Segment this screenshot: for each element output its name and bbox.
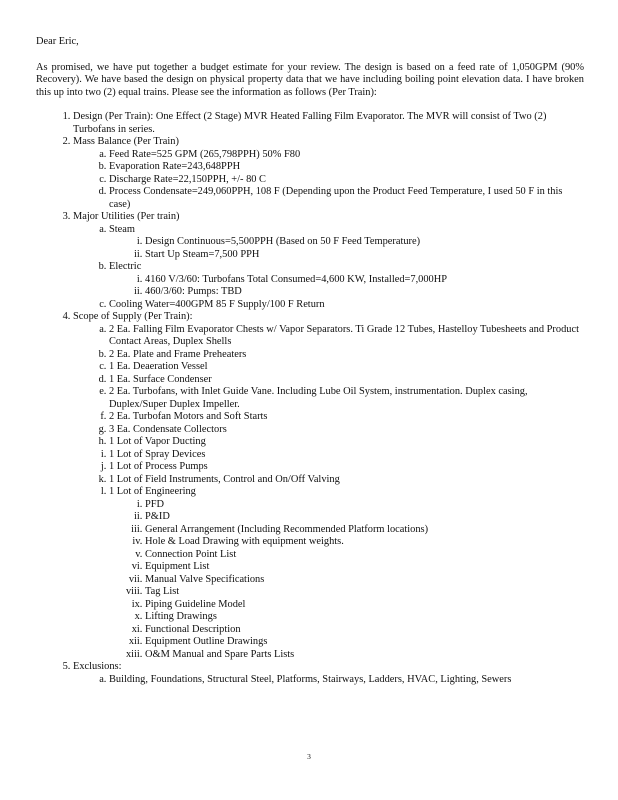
section-list bbox=[36, 111, 584, 686]
section-item bbox=[73, 211, 584, 311]
sub-list-item: ii. Start Up Steam=7,500 PPH bbox=[145, 249, 584, 262]
sub-list-item: vi. Equipment List bbox=[145, 561, 584, 574]
subsection-list bbox=[73, 149, 584, 212]
section-title: Mass Balance (Per Train) bbox=[73, 136, 179, 147]
list-item-text: Feed Rate=525 GPM (265,798PPH) 50% F80 bbox=[109, 148, 301, 160]
list-item bbox=[109, 324, 584, 349]
sub-list bbox=[109, 274, 584, 299]
list-item bbox=[109, 374, 584, 387]
sub-list bbox=[109, 236, 584, 261]
letter-body bbox=[36, 36, 584, 686]
list-item-text: 2 Ea. Turbofan Motors and Soft Starts bbox=[109, 411, 268, 422]
list-item bbox=[109, 411, 584, 424]
sub-list-item: ix. Piping Guideline Model bbox=[145, 599, 584, 612]
list-item-text: Process Condensate=249,060PPH, 108 F (Depending upon the Product Feed Temperature, I used 50 F in this case) bbox=[109, 186, 563, 210]
section-item bbox=[73, 136, 584, 211]
list-item-text: 1 Lot of Vapor Ducting bbox=[109, 436, 206, 447]
section-item bbox=[73, 661, 584, 686]
list-item bbox=[109, 224, 584, 262]
sub-list-item: vii. Manual Valve Specifications bbox=[145, 574, 584, 587]
list-item bbox=[109, 486, 584, 661]
section-title: Major Utilities (Per train) bbox=[73, 211, 180, 222]
list-item bbox=[109, 424, 584, 437]
sub-list-item: v. Connection Point List bbox=[145, 549, 584, 562]
list-item-text: 2 Ea. Falling Film Evaporator Chests w/ Vapor Separators. Ti Grade 12 Tubes, Hastelloy Tubesheets and Product Contact Areas, Duplex Shells bbox=[109, 323, 579, 347]
list-item-text: 3 Ea. Condensate Collectors bbox=[109, 423, 227, 435]
list-item-text: Steam bbox=[109, 223, 135, 235]
list-item-text: 1 Ea. Deaeration Vessel bbox=[109, 361, 208, 372]
list-item bbox=[109, 361, 584, 374]
sub-list-item: x. Lifting Drawings bbox=[145, 611, 584, 624]
list-item bbox=[109, 299, 584, 312]
list-item-text: Electric bbox=[109, 261, 142, 272]
sub-list-item: xii. Equipment Outline Drawings bbox=[145, 636, 584, 649]
section-item bbox=[73, 111, 584, 136]
section-title: Scope of Supply (Per Train): bbox=[73, 311, 193, 322]
subsection-list bbox=[73, 224, 584, 312]
list-item-text: Evaporation Rate=243,648PPH bbox=[109, 161, 241, 172]
section-title: Design (Per Train): One Effect (2 Stage) MVR Heated Falling Film Evaporator. The MVR will consist of Two (2) Turbofans in series. bbox=[73, 111, 547, 135]
sub-list-item: ii. 460/3/60: Pumps: TBD bbox=[145, 286, 584, 299]
salutation: Dear Eric, bbox=[36, 36, 79, 47]
list-item bbox=[109, 349, 584, 362]
section-item bbox=[73, 311, 584, 661]
sub-list-item: xi. Functional Description bbox=[145, 624, 584, 637]
intro-paragraph: As promised, we have put together a budget estimate for your review. The design is based on a feed rate of 1,050GPM (90% Recovery). We have based the design on physical property data that we have including boiling point elevation data. I have broken this up into two (2) equal trains. Please see the information as follows (Per Train): bbox=[36, 61, 584, 98]
sub-list-item: iii. General Arrangement (Including Recommended Platform locations) bbox=[145, 524, 584, 537]
list-item-text: 1 Lot of Field Instruments, Control and On/Off Valving bbox=[109, 473, 340, 485]
section-title: Exclusions: bbox=[73, 661, 122, 672]
list-item bbox=[109, 261, 584, 299]
sub-list bbox=[109, 499, 584, 662]
list-item bbox=[109, 674, 584, 687]
sub-list-item: i. Design Continuous=5,500PPH (Based on 50 F Feed Temperature) bbox=[145, 236, 584, 249]
list-item-text: 1 Lot of Process Pumps bbox=[109, 461, 208, 472]
list-item bbox=[109, 149, 584, 162]
list-item bbox=[109, 436, 584, 449]
sub-list-item: i. PFD bbox=[145, 499, 584, 512]
list-item bbox=[109, 174, 584, 187]
list-item bbox=[109, 449, 584, 462]
page-number: 3 bbox=[307, 752, 311, 761]
sub-list-item: viii. Tag List bbox=[145, 586, 584, 599]
list-item-text: 1 Ea. Surface Condenser bbox=[109, 373, 212, 385]
list-item-text: Building, Foundations, Structural Steel, Platforms, Stairways, Ladders, HVAC, Lighting, Sewers bbox=[109, 673, 512, 685]
list-item bbox=[109, 474, 584, 487]
sub-list-item: ii. P&ID bbox=[145, 511, 584, 524]
list-item bbox=[109, 161, 584, 174]
sub-list-item: iv. Hole & Load Drawing with equipment weights. bbox=[145, 536, 584, 549]
list-item-text: 1 Lot of Spray Devices bbox=[109, 448, 206, 460]
sub-list-item: i. 4160 V/3/60: Turbofans Total Consumed=4,600 KW, Installed=7,000HP bbox=[145, 274, 584, 287]
list-item bbox=[109, 186, 584, 211]
sub-list-item: xiii. O&M Manual and Spare Parts Lists bbox=[145, 649, 584, 662]
subsection-list bbox=[73, 674, 584, 687]
list-item-text: Cooling Water=400GPM 85 F Supply/100 F Return bbox=[109, 298, 325, 310]
list-item bbox=[109, 461, 584, 474]
list-item-text: Discharge Rate=22,150PPH, +/- 80 C bbox=[109, 173, 266, 185]
list-item-text: 2 Ea. Turbofans, with Inlet Guide Vane. Including Lube Oil System, instrumentation. Duplex casing, Duplex/Super Duplex Impeller. bbox=[109, 386, 528, 410]
list-item-text: 1 Lot of Engineering bbox=[109, 486, 196, 497]
subsection-list bbox=[73, 324, 584, 662]
list-item bbox=[109, 386, 584, 411]
list-item-text: 2 Ea. Plate and Frame Preheaters bbox=[109, 348, 247, 360]
